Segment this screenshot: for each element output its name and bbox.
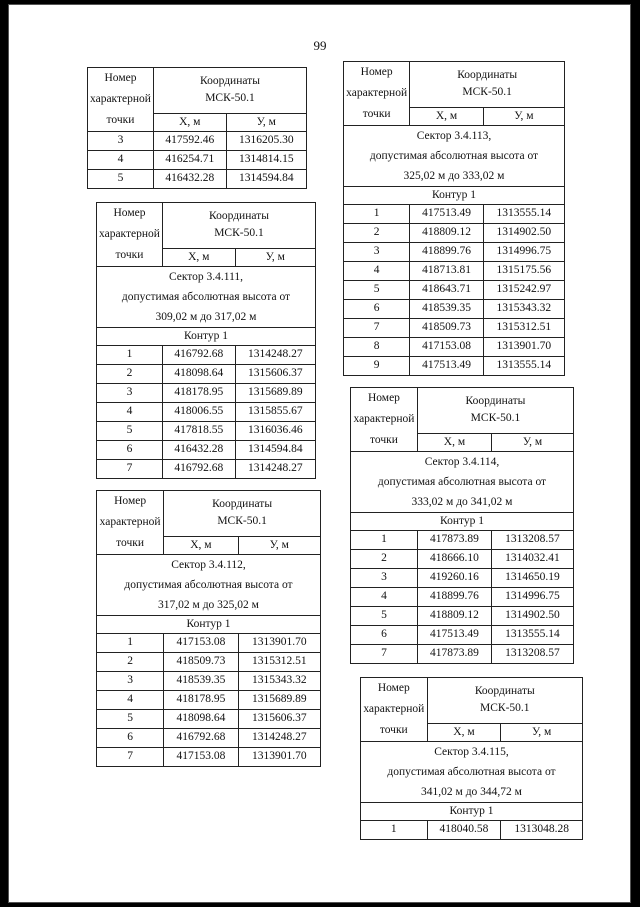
table-row — [351, 645, 574, 664]
x-coordinate-cell: 417818.55 — [162, 422, 235, 441]
point-number-cell: 7 — [97, 460, 163, 479]
x-coordinate-cell: 418178.95 — [164, 691, 238, 710]
point-number-cell: 6 — [351, 626, 418, 645]
contour-row — [344, 187, 565, 205]
point-number-cell: 1 — [344, 205, 410, 224]
contour-label: Контур 1 — [351, 513, 574, 531]
x-coordinate-cell: 416792.68 — [164, 729, 238, 748]
point-number-cell: 6 — [344, 300, 410, 319]
sector-caption — [97, 267, 316, 328]
x-coordinate-cell: 418899.76 — [417, 588, 491, 607]
x-header: Х, м — [153, 113, 226, 132]
contour-row — [97, 328, 316, 346]
table-row — [97, 653, 321, 672]
point-number-cell: 3 — [351, 569, 418, 588]
table-row — [97, 691, 321, 710]
x-coordinate-cell: 416432.28 — [162, 441, 235, 460]
point-number-cell: 2 — [351, 550, 418, 569]
x-coordinate-cell: 417153.08 — [164, 748, 238, 767]
table-row — [361, 821, 583, 840]
x-coordinate-cell: 417873.89 — [417, 531, 491, 550]
point-number-cell: 1 — [351, 531, 418, 550]
point-number-cell: 2 — [344, 224, 410, 243]
x-header: Х, м — [427, 723, 501, 742]
table-row — [88, 132, 307, 151]
point-number-cell: 5 — [344, 281, 410, 300]
point-number-header-line: точки — [379, 724, 408, 736]
coords-table — [350, 387, 574, 664]
y-coordinate-cell: 1313901.70 — [238, 634, 320, 653]
x-coordinate-cell: 418006.55 — [162, 403, 235, 422]
point-number-header-line: точки — [116, 537, 145, 549]
contour-label: Контур 1 — [361, 803, 583, 821]
y-header: У, м — [238, 536, 320, 555]
table-row — [97, 422, 316, 441]
point-number-header-line: точки — [370, 434, 398, 446]
coords-table — [360, 677, 583, 840]
coords-table — [96, 202, 316, 479]
point-number-cell: 3 — [88, 132, 154, 151]
x-coordinate-cell: 418809.12 — [417, 607, 491, 626]
coordinates-header-line: Координаты — [457, 69, 518, 82]
y-coordinate-cell: 1313555.14 — [483, 205, 564, 224]
y-coordinate-cell: 1313555.14 — [491, 626, 573, 645]
y-coordinate-cell: 1315343.32 — [238, 672, 320, 691]
sector-caption-line: 341,02 м до 344,72 м — [421, 786, 522, 798]
header-row — [344, 62, 565, 108]
x-coordinate-cell: 418713.81 — [410, 262, 483, 281]
table-row — [351, 531, 574, 550]
point-number-header-line: характерной — [99, 516, 161, 528]
table-row — [88, 151, 307, 170]
x-coordinate-cell: 418809.12 — [410, 224, 483, 243]
sector-row — [351, 452, 574, 513]
point-number-cell: 3 — [344, 243, 410, 262]
coordinates-table-sector-3-4-112 — [96, 490, 321, 767]
x-coordinate-cell: 418643.71 — [410, 281, 483, 300]
y-coordinate-cell: 1314996.75 — [491, 588, 573, 607]
point-number-header-line: Номер — [114, 495, 147, 507]
header-row — [351, 388, 574, 434]
sector-caption — [344, 126, 565, 187]
coordinates-table-sector-3-4-113 — [343, 61, 565, 376]
coordinates-header — [410, 62, 565, 108]
x-coordinate-cell: 418666.10 — [417, 550, 491, 569]
point-number-header-line: Номер — [377, 682, 410, 694]
point-number-cell: 5 — [97, 422, 163, 441]
contour-row — [361, 803, 583, 821]
y-header: У, м — [235, 248, 315, 267]
table-row — [351, 626, 574, 645]
point-number-header-line: характерной — [363, 703, 425, 715]
table-row — [97, 710, 321, 729]
table-row — [97, 460, 316, 479]
table-row — [97, 729, 321, 748]
table-row — [351, 607, 574, 626]
y-header: У, м — [483, 107, 564, 126]
coordinates-header-line: Координаты — [465, 395, 526, 408]
point-number-cell: 4 — [344, 262, 410, 281]
sector-caption-line: допустимая абсолютная высота от — [377, 476, 547, 488]
y-coordinate-cell: 1315343.32 — [483, 300, 564, 319]
y-coordinate-cell: 1313048.28 — [501, 821, 583, 840]
x-coordinate-cell: 418098.64 — [162, 365, 235, 384]
coordinates-header — [417, 388, 573, 434]
sector-row — [97, 267, 316, 328]
point-number-header — [97, 491, 164, 555]
point-number-header-line: характерной — [346, 87, 408, 99]
coordinates-header-line: МСК-50.1 — [480, 702, 530, 715]
point-number-cell: 5 — [88, 170, 154, 189]
y-coordinate-cell: 1314814.15 — [226, 151, 306, 170]
x-coordinate-cell: 418040.58 — [427, 821, 501, 840]
table-row — [351, 550, 574, 569]
x-coordinate-cell: 418539.35 — [164, 672, 238, 691]
table-row — [344, 300, 565, 319]
sector-caption-line: Сектор 3.4.112, — [171, 559, 246, 571]
point-number-header-line: Номер — [360, 66, 393, 78]
x-header: Х, м — [162, 248, 235, 267]
y-coordinate-cell: 1313208.57 — [491, 645, 573, 664]
sector-caption — [361, 742, 583, 803]
contour-label: Контур 1 — [97, 616, 321, 634]
header-row — [97, 203, 316, 249]
coordinates-table-sector-3-4-115 — [360, 677, 583, 840]
table-row — [97, 346, 316, 365]
coordinates-header-line: Координаты — [200, 75, 260, 88]
coordinates-table-sector-3-4-111 — [96, 202, 316, 479]
coordinates-header-line: МСК-50.1 — [470, 412, 521, 425]
sector-caption-line: 333,02 м до 341,02 м — [411, 496, 513, 508]
point-number-cell: 7 — [351, 645, 418, 664]
coordinates-table-continued — [87, 67, 307, 189]
coordinates-header-line: Координаты — [474, 685, 535, 698]
x-header: Х, м — [417, 433, 491, 452]
coords-table — [87, 67, 307, 189]
coordinates-header-line: МСК-50.1 — [217, 515, 267, 528]
x-coordinate-cell: 418178.95 — [162, 384, 235, 403]
table-row — [97, 672, 321, 691]
y-coordinate-cell: 1314248.27 — [235, 346, 315, 365]
table-row — [344, 357, 565, 376]
coordinates-header-line: Координаты — [212, 498, 273, 511]
x-coordinate-cell: 418509.73 — [410, 319, 483, 338]
table-row — [344, 319, 565, 338]
point-number-cell: 4 — [88, 151, 154, 170]
table-row — [97, 365, 316, 384]
point-number-cell: 7 — [344, 319, 410, 338]
x-coordinate-cell: 417153.08 — [410, 338, 483, 357]
table-row — [351, 588, 574, 607]
y-coordinate-cell: 1314594.84 — [235, 441, 315, 460]
sector-caption-line: 325,02 м до 333,02 м — [403, 170, 505, 182]
coordinates-header — [162, 203, 315, 249]
coordinates-header — [153, 68, 306, 114]
y-coordinate-cell: 1314248.27 — [235, 460, 315, 479]
point-number-header — [344, 62, 410, 126]
point-number-header — [361, 678, 428, 742]
y-coordinate-cell: 1313208.57 — [491, 531, 573, 550]
x-coordinate-cell: 418539.35 — [410, 300, 483, 319]
x-coordinate-cell: 416432.28 — [153, 170, 226, 189]
y-coordinate-cell: 1314594.84 — [226, 170, 306, 189]
y-coordinate-cell: 1314902.50 — [491, 607, 573, 626]
point-number-cell: 5 — [97, 710, 164, 729]
coordinates-header-line: МСК-50.1 — [214, 227, 264, 240]
point-number-cell: 4 — [97, 403, 163, 422]
x-coordinate-cell: 417873.89 — [417, 645, 491, 664]
table-row — [97, 441, 316, 460]
contour-row — [351, 513, 574, 531]
table-row — [97, 748, 321, 767]
y-coordinate-cell: 1314032.41 — [491, 550, 573, 569]
y-coordinate-cell: 1315606.37 — [238, 710, 320, 729]
sector-caption — [351, 452, 574, 513]
sector-row — [344, 126, 565, 187]
y-coordinate-cell: 1314996.75 — [483, 243, 564, 262]
point-number-header-line: Номер — [367, 392, 400, 404]
table-row — [344, 205, 565, 224]
y-coordinate-cell: 1315312.51 — [238, 653, 320, 672]
x-coordinate-cell: 417153.08 — [164, 634, 238, 653]
point-number-header — [88, 68, 154, 132]
point-number-header-line: точки — [115, 249, 144, 261]
x-coordinate-cell: 418098.64 — [164, 710, 238, 729]
y-coordinate-cell: 1315855.67 — [235, 403, 315, 422]
sector-caption-line: 317,02 м до 325,02 м — [158, 599, 259, 611]
header-row — [88, 68, 307, 114]
sector-caption-line: допустимая абсолютная высота от — [121, 291, 291, 303]
sector-caption-line: допустимая абсолютная высота от — [369, 150, 539, 162]
contour-row — [97, 616, 321, 634]
y-header: У, м — [501, 723, 583, 742]
contour-label: Контур 1 — [344, 187, 565, 205]
table-row — [344, 224, 565, 243]
table-row — [344, 338, 565, 357]
point-number-cell: 9 — [344, 357, 410, 376]
point-number-cell: 2 — [97, 365, 163, 384]
x-coordinate-cell: 418509.73 — [164, 653, 238, 672]
table-row — [97, 403, 316, 422]
point-number-cell: 4 — [97, 691, 164, 710]
point-number-cell: 1 — [361, 821, 428, 840]
x-coordinate-cell: 417513.49 — [410, 357, 483, 376]
point-number-cell: 1 — [97, 634, 164, 653]
contour-label: Контур 1 — [97, 328, 316, 346]
point-number-cell: 5 — [351, 607, 418, 626]
y-coordinate-cell: 1313901.70 — [483, 338, 564, 357]
table-row — [344, 243, 565, 262]
y-coordinate-cell: 1315312.51 — [483, 319, 564, 338]
page-number: 99 — [313, 38, 327, 53]
coordinates-header — [427, 678, 582, 724]
y-coordinate-cell: 1315606.37 — [235, 365, 315, 384]
x-coordinate-cell: 417513.49 — [410, 205, 483, 224]
sector-caption — [97, 555, 321, 616]
sector-caption-line: допустимая абсолютная высота от — [124, 579, 293, 591]
y-coordinate-cell: 1315689.89 — [235, 384, 315, 403]
header-row — [361, 678, 583, 724]
point-number-cell: 7 — [97, 748, 164, 767]
coordinates-header-line: МСК-50.1 — [205, 92, 255, 105]
sector-row — [97, 555, 321, 616]
y-coordinate-cell: 1313901.70 — [238, 748, 320, 767]
point-number-header-line: точки — [362, 108, 391, 120]
point-number-header-line: точки — [106, 114, 135, 126]
y-coordinate-cell: 1316205.30 — [226, 132, 306, 151]
table-row — [88, 170, 307, 189]
x-coordinate-cell: 416792.68 — [162, 346, 235, 365]
point-number-header-line: характерной — [99, 228, 160, 240]
point-number-header — [351, 388, 418, 452]
point-number-cell: 6 — [97, 441, 163, 460]
x-header: Х, м — [410, 107, 483, 126]
header-row — [97, 491, 321, 537]
x-header: Х, м — [164, 536, 238, 555]
x-coordinate-cell: 416792.68 — [162, 460, 235, 479]
x-coordinate-cell: 417513.49 — [417, 626, 491, 645]
x-coordinate-cell: 419260.16 — [417, 569, 491, 588]
point-number-header-line: характерной — [90, 93, 151, 105]
point-number-cell: 3 — [97, 384, 163, 403]
point-number-cell: 4 — [351, 588, 418, 607]
point-number-header — [97, 203, 163, 267]
point-number-cell: 3 — [97, 672, 164, 691]
point-number-cell: 1 — [97, 346, 163, 365]
sector-caption-line: Сектор 3.4.113, — [416, 130, 492, 142]
sector-caption-line: Сектор 3.4.115, — [434, 746, 509, 758]
y-coordinate-cell: 1314650.19 — [491, 569, 573, 588]
y-coordinate-cell: 1315689.89 — [238, 691, 320, 710]
table-row — [97, 634, 321, 653]
x-coordinate-cell: 417592.46 — [153, 132, 226, 151]
x-coordinate-cell: 416254.71 — [153, 151, 226, 170]
coords-table — [343, 61, 565, 376]
sector-caption-line: допустимая абсолютная высота от — [387, 766, 556, 778]
x-coordinate-cell: 418899.76 — [410, 243, 483, 262]
table-row — [97, 384, 316, 403]
y-coordinate-cell: 1315242.97 — [483, 281, 564, 300]
y-coordinate-cell: 1316036.46 — [235, 422, 315, 441]
point-number-header-line: Номер — [113, 207, 146, 219]
coords-table — [96, 490, 321, 767]
y-header: У, м — [226, 113, 306, 132]
coordinates-header — [164, 491, 321, 537]
y-coordinate-cell: 1313555.14 — [483, 357, 564, 376]
table-row — [344, 262, 565, 281]
table-row — [351, 569, 574, 588]
point-number-header-line: характерной — [353, 413, 415, 425]
sector-caption-line: 309,02 м до 317,02 м — [155, 311, 257, 323]
point-number-header-line: Номер — [104, 72, 137, 84]
y-coordinate-cell: 1315175.56 — [483, 262, 564, 281]
point-number-cell: 6 — [97, 729, 164, 748]
coordinates-header-line: МСК-50.1 — [462, 86, 512, 99]
sector-row — [361, 742, 583, 803]
y-coordinate-cell: 1314902.50 — [483, 224, 564, 243]
coordinates-table-sector-3-4-114 — [350, 387, 574, 664]
point-number-cell: 2 — [97, 653, 164, 672]
coordinates-header-line: Координаты — [209, 210, 269, 223]
sector-caption-line: Сектор 3.4.114, — [424, 456, 500, 468]
point-number-cell: 8 — [344, 338, 410, 357]
table-row — [344, 281, 565, 300]
y-coordinate-cell: 1314248.27 — [238, 729, 320, 748]
sector-caption-line: Сектор 3.4.111, — [168, 271, 244, 283]
y-header: У, м — [491, 433, 573, 452]
